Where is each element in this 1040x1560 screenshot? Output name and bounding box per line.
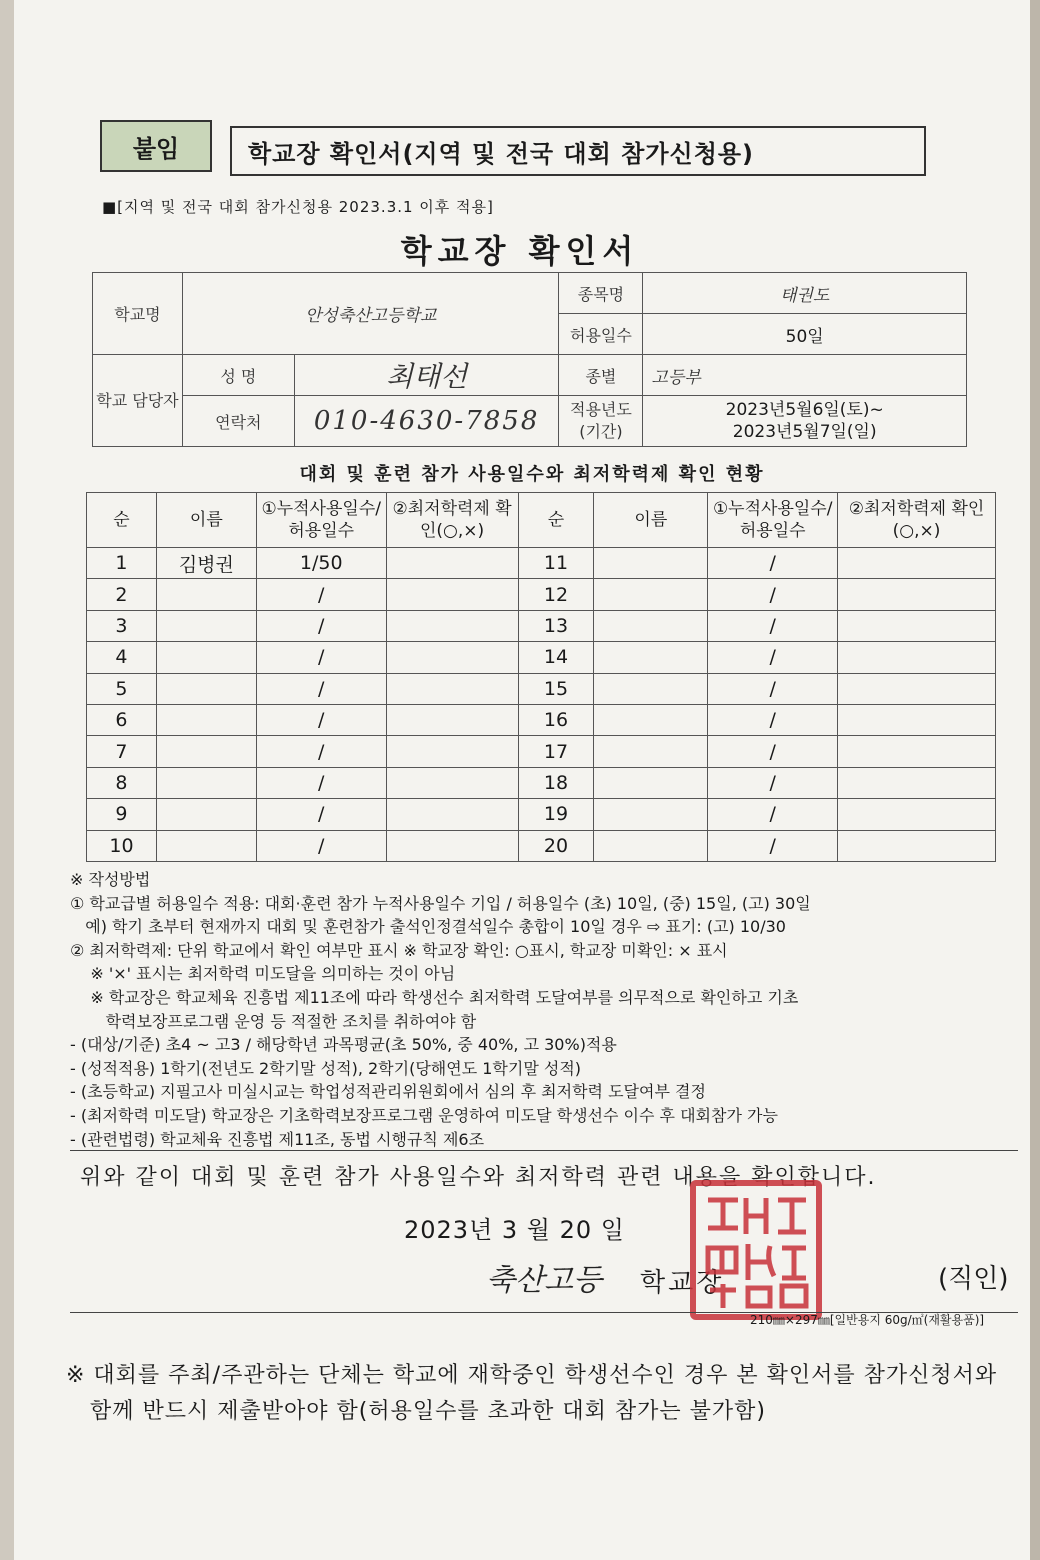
section-heading: 대회 및 훈련 참가 사용일수와 최저학력제 확인 현황 xyxy=(299,464,765,485)
row-name: 김병권 xyxy=(156,548,256,579)
row-used-days: / xyxy=(708,673,838,704)
row-used-days: / xyxy=(708,799,838,830)
col-header-check: ②최저학력제 확인(○,×) xyxy=(386,493,518,548)
school-label: 학교명 xyxy=(93,273,183,355)
contact-value: 010-4630-7858 xyxy=(294,396,559,447)
row-number: 12 xyxy=(518,579,594,610)
col-header-used: ①누적사용일수/허용일수 xyxy=(708,493,838,548)
row-number: 3 xyxy=(87,610,157,641)
row-check xyxy=(838,736,996,767)
period-label: 적용년도 (기간) xyxy=(559,396,643,447)
row-name xyxy=(594,830,708,861)
document-header xyxy=(100,120,930,180)
paper-spec: 210㎜×297㎜[일반용지 60g/㎡(재활용품)] xyxy=(750,1313,985,1327)
row-used-days: / xyxy=(708,579,838,610)
table-row xyxy=(87,704,996,735)
days-label: 허용일수 xyxy=(559,314,643,355)
instructions-heading: ※ 작성방법 xyxy=(70,870,151,889)
row-name xyxy=(156,736,256,767)
row-check xyxy=(838,799,996,830)
table-row xyxy=(87,610,996,641)
instruction-line: ※ '×' 표시는 최저학력 미도달을 의미하는 것이 아님 xyxy=(70,964,456,984)
row-number: 13 xyxy=(518,610,594,641)
row-used-days: / xyxy=(708,548,838,579)
footnote xyxy=(66,1358,997,1430)
row-name xyxy=(594,642,708,673)
row-number: 4 xyxy=(87,642,157,673)
row-check xyxy=(386,579,518,610)
instruction-line: - (관련법령) 학교체육 진흥법 제11조, 동법 시행규칙 제6조 xyxy=(70,1129,485,1149)
row-check xyxy=(386,704,518,735)
instruction-line: ※ 학교장은 학교체육 진흥법 제11조에 따라 학생선수 최저학력 도달여부를 의무적으로 확인하고 기초 xyxy=(70,987,799,1007)
header-title: 학교장 확인서(지역 및 전국 대회 참가신청용) xyxy=(230,126,926,176)
row-used-days: / xyxy=(256,642,386,673)
row-check xyxy=(838,610,996,641)
row-check xyxy=(838,642,996,673)
col-header-used: ①누적사용일수/허용일수 xyxy=(256,493,386,548)
row-name xyxy=(156,799,256,830)
table-row xyxy=(87,830,996,861)
row-check xyxy=(386,767,518,798)
instruction-line: 예) 학기 초부터 현재까지 대회 및 훈련참가 출석인정결석일수 총합이 10일 경우 ⇨ 표기: (고) 10/30 xyxy=(70,917,786,937)
instruction-line: - (초등학교) 지필고사 미실시교는 학업성적관리위원회에서 심의 후 최저학력 도달여부 결정 xyxy=(70,1082,706,1102)
division-label: 종별 xyxy=(559,355,643,396)
row-number: 18 xyxy=(518,767,594,798)
row-number: 20 xyxy=(518,830,594,861)
footnote-line: ※ 대회를 주최/주관하는 단체는 학교에 재학중인 학생선수인 경우 본 확인서를 참가신청서와 xyxy=(66,1363,998,1388)
row-used-days: / xyxy=(708,830,838,861)
col-header-check: ②최저학력제 확인(○,×) xyxy=(838,493,996,548)
instruction-line: - (최저학력 미도달) 학교장은 기초학력보장프로그램 운영하여 미도달 학생선수 이수 후 대회참가 가능 xyxy=(70,1105,778,1125)
row-name xyxy=(156,642,256,673)
row-used-days: / xyxy=(256,799,386,830)
sport-value: 태권도 xyxy=(643,273,967,314)
row-name xyxy=(594,736,708,767)
row-name xyxy=(594,704,708,735)
row-number: 16 xyxy=(518,704,594,735)
issue-date: 2023년 3 월 20 일 xyxy=(404,1216,625,1244)
row-used-days: / xyxy=(708,642,838,673)
row-used-days: / xyxy=(256,767,386,798)
row-check xyxy=(838,579,996,610)
row-check xyxy=(386,548,518,579)
row-number: 7 xyxy=(87,736,157,767)
row-number: 14 xyxy=(518,642,594,673)
row-used-days: / xyxy=(708,704,838,735)
period-end: 2023년5월7일(일) xyxy=(732,422,877,442)
col-header-no: 순 xyxy=(87,493,157,548)
row-check xyxy=(386,673,518,704)
col-header-name: 이름 xyxy=(594,493,708,548)
school-signature: 축산고등 xyxy=(486,1263,602,1298)
row-check xyxy=(838,548,996,579)
row-name xyxy=(156,579,256,610)
row-number: 10 xyxy=(87,830,157,861)
school-value: 안성축산고등학교 xyxy=(182,273,559,355)
row-name xyxy=(156,830,256,861)
info-table xyxy=(92,272,967,447)
applicability-note: ■[지역 및 전국 대회 참가신청용 2023.3.1 이후 적용] xyxy=(102,198,494,216)
row-name xyxy=(594,673,708,704)
row-check xyxy=(386,830,518,861)
row-number: 17 xyxy=(518,736,594,767)
row-number: 19 xyxy=(518,799,594,830)
row-check xyxy=(386,610,518,641)
col-header-no: 순 xyxy=(518,493,594,548)
table-row xyxy=(87,579,996,610)
table-row xyxy=(87,767,996,798)
row-number: 11 xyxy=(518,548,594,579)
row-number: 8 xyxy=(87,767,157,798)
table-row xyxy=(87,673,996,704)
row-check xyxy=(386,799,518,830)
row-name xyxy=(156,673,256,704)
row-used-days: / xyxy=(256,736,386,767)
table-row xyxy=(87,642,996,673)
sport-label: 종목명 xyxy=(559,273,643,314)
seal-icon xyxy=(696,1186,816,1314)
manager-label: 학교 담당자 xyxy=(93,355,183,447)
row-number: 1 xyxy=(87,548,157,579)
division-value: 고등부 xyxy=(643,355,967,396)
contact-label: 연락처 xyxy=(182,396,294,447)
manager-signature: 최태선 xyxy=(294,355,559,396)
participant-table xyxy=(86,492,996,862)
row-number: 6 xyxy=(87,704,157,735)
page-title: 학교장 확인서 xyxy=(400,232,640,270)
row-number: 5 xyxy=(87,673,157,704)
row-name xyxy=(156,704,256,735)
official-seal-stamp xyxy=(690,1180,822,1320)
table-row xyxy=(87,736,996,767)
row-used-days: / xyxy=(256,610,386,641)
row-name xyxy=(594,579,708,610)
days-value: 50일 xyxy=(643,314,967,355)
row-name xyxy=(594,610,708,641)
footnote-line: 함께 반드시 제출받아야 함(허용일수를 초과한 대회 참가는 불가함) xyxy=(66,1399,766,1424)
row-used-days: 1/50 xyxy=(256,548,386,579)
attachment-badge: 붙임 xyxy=(100,120,212,172)
row-number: 9 xyxy=(87,799,157,830)
row-check xyxy=(838,704,996,735)
name-label: 성 명 xyxy=(182,355,294,396)
instruction-line: - (대상/기준) 초4 ~ 고3 / 해당학년 과목평균(초 50%, 중 40%, 고 30%)적용 xyxy=(70,1035,617,1055)
row-used-days: / xyxy=(256,673,386,704)
row-used-days: / xyxy=(708,610,838,641)
principal-label: 학교장 xyxy=(640,1268,725,1298)
period-start: 2023년5월6일(토)~ xyxy=(725,400,884,420)
period-value xyxy=(643,396,967,447)
row-used-days: / xyxy=(256,830,386,861)
divider xyxy=(70,1150,1018,1151)
row-number: 2 xyxy=(87,579,157,610)
instruction-line: 학력보장프로그램 운영 등 적절한 조치를 취하여야 함 xyxy=(70,1011,477,1031)
row-check xyxy=(386,736,518,767)
instruction-line: - (성적적용) 1학기(전년도 2학기말 성적), 2학기(당해연도 1학기말 성적) xyxy=(70,1058,582,1078)
row-name xyxy=(156,610,256,641)
row-used-days: / xyxy=(708,736,838,767)
row-name xyxy=(156,767,256,798)
table-row xyxy=(87,548,996,579)
instructions xyxy=(70,868,1010,1151)
table-row xyxy=(87,799,996,830)
confirmation-statement: 위와 같이 대회 및 훈련 참가 사용일수와 최저학력 관련 내용을 확인합니다. xyxy=(80,1165,877,1190)
row-check xyxy=(386,642,518,673)
row-used-days: / xyxy=(708,767,838,798)
row-number: 15 xyxy=(518,673,594,704)
row-name xyxy=(594,799,708,830)
instruction-line: ① 학교급별 허용일수 적용: 대회·훈련 참가 누적사용일수 기입 / 허용일수 (초) 10일, (중) 15일, (고) 30일 xyxy=(70,893,811,913)
row-check xyxy=(838,830,996,861)
row-used-days: / xyxy=(256,704,386,735)
row-check xyxy=(838,673,996,704)
col-header-name: 이름 xyxy=(156,493,256,548)
seal-label: (직인) xyxy=(938,1264,1009,1294)
instruction-line: ② 최저학력제: 단위 학교에서 확인 여부만 표시 ※ 학교장 확인: ○표시, 학교장 미확인: × 표시 xyxy=(70,940,728,960)
row-name xyxy=(594,548,708,579)
row-used-days: / xyxy=(256,579,386,610)
row-check xyxy=(838,767,996,798)
row-name xyxy=(594,767,708,798)
